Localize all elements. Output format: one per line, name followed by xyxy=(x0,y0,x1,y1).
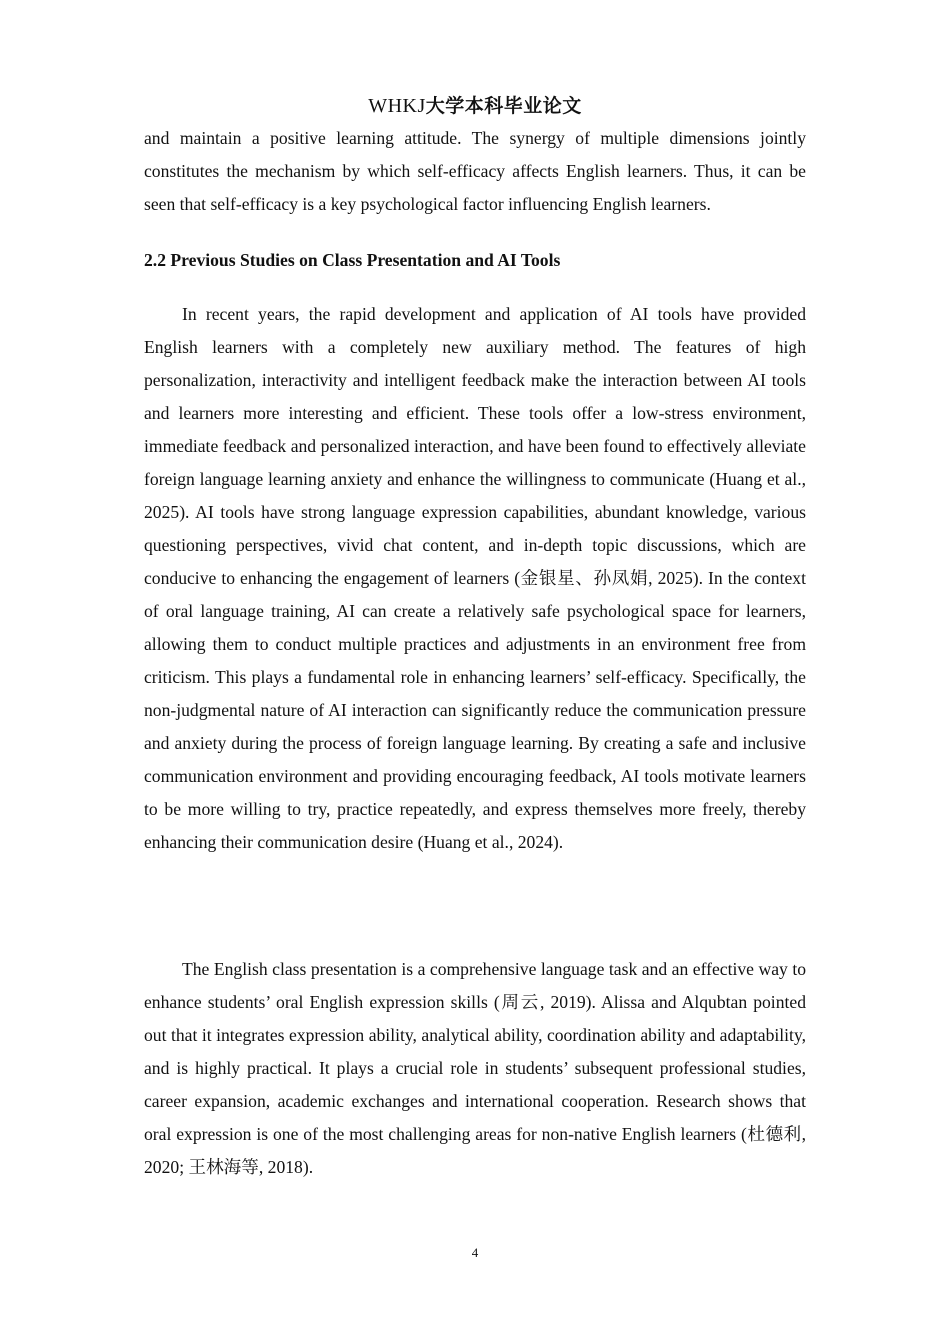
continuation-paragraph xyxy=(144,122,806,221)
header-prefix: WHKJ xyxy=(368,95,426,117)
paragraph-text: In recent years, the rapid development and application of AI tools have provided English learners with a completely new auxiliary method. The features of high personalization, interactivity and intelligent feedback make the interaction between AI tools and learners more interesting and efficient. These tools offer a low-stress environment, immediate feedback and personalized interaction, and have been found to effectively alleviate foreign language learning anxiety and enhance the willingness to communicate (Huang et al., 2025). AI tools have strong language expression capabilities, abundant knowledge, various questioning perspectives, vivid chat content, and in-depth topic discussions, which are conducive to enhancing the engagement of learners (金银星、孙凤娟, 2025). In the context of oral language training, AI can create a relatively safe psychological space for learners, allowing them to conduct multiple practices and adjustments in an environment free from criticism. This plays a fundamental role in enhancing learners’ self-efficacy. Specifically, the non-judgmental nature of AI interaction can significantly reduce the communication pressure and anxiety during the process of foreign language learning. By creating a safe and inclusive communication environment and providing encouraging feedback, AI tools motivate learners to be more willing to try, practice repeatedly, and express themselves more freely, thereby enhancing their communication desire (Huang et al., 2024). xyxy=(144,304,806,852)
continuation-text: and maintain a positive learning attitude. The synergy of multiple dimensions jointly constitutes the mechanism by which self-efficacy affects English learners. Thus, it can be seen that self-efficacy is a key psychological factor influencing English learners. xyxy=(144,128,806,214)
page-number: 4 xyxy=(471,1245,479,1260)
running-header xyxy=(0,93,950,119)
paragraph-class-presentation xyxy=(144,953,806,1184)
section-heading: 2.2 Previous Studies on Class Presentation and AI Tools xyxy=(144,250,561,270)
paragraph-text: The English class presentation is a comprehensive language task and an effective way to enhance students’ oral English expression skills (周云, 2019). Alissa and Alqubtan pointed out that it integrates expression ability, analytical ability, coordination ability and adaptability, and is highly practical. It plays a crucial role in students’ subsequent professional studies, career expansion, academic exchanges and international cooperation. Research shows that oral expression is one of the most challenging areas for non-native English learners (杜德利, 2020; 王林海等, 2018). xyxy=(144,959,806,1177)
paragraph-ai-tools xyxy=(144,298,806,859)
header-title: 大学本科毕业论文 xyxy=(425,95,582,117)
